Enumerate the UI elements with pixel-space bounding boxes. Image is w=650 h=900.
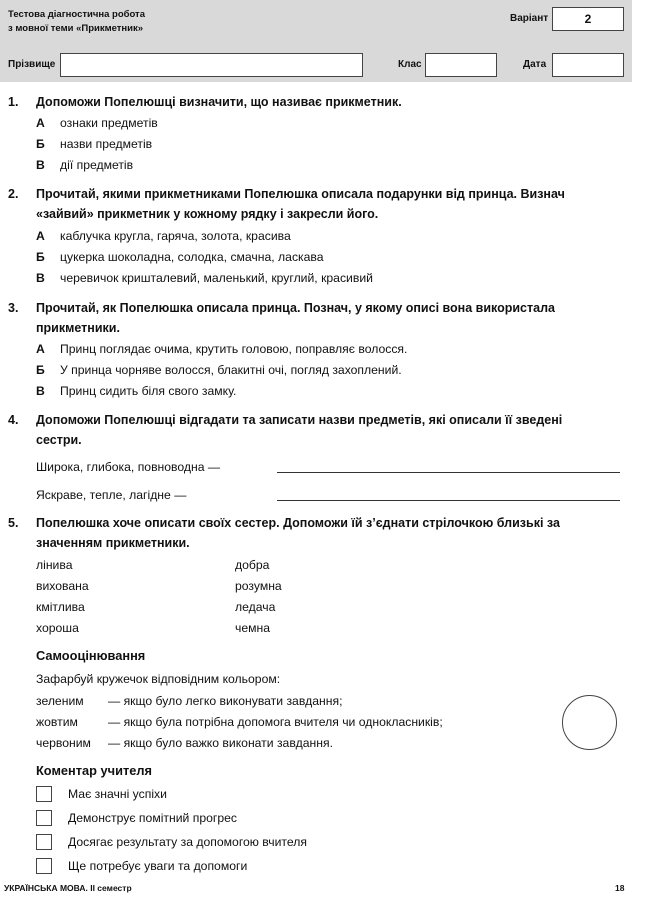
teacher-checkbox-2[interactable] [36,810,52,826]
q5-left-word-1[interactable]: лінива [36,558,73,572]
surname-field[interactable] [60,53,363,77]
q3-option-c[interactable]: В Принц сидить біля свого замку. [36,384,237,398]
question-text-line-1: Допоможи Попелюшці відгадати та записати назви предметів, які описали її зведені [36,413,563,427]
teacher-checkbox-1[interactable] [36,786,52,802]
question-text-line-2: «зайвий» прикметник у кожному рядку і закресли його. [36,207,379,221]
self-row-red: червоним — якщо було важко виконати завдання. [36,736,333,750]
question-4 [8,410,630,450]
question-text-line-1: Прочитай, якими прикметниками Попелюшка описала подарунки від принца. Визнач [36,187,565,201]
question-5 [8,513,630,553]
q1-option-b[interactable]: Б назви предметів [36,137,153,151]
q5-right-word-1[interactable]: добра [235,558,270,572]
teacher-checkbox-4[interactable] [36,858,52,874]
self-row-green: зеленим — якщо було легко виконувати завдання; [36,694,343,708]
question-number: 1. [8,95,19,109]
q1-option-c[interactable]: В дії предметів [36,158,134,172]
q4-answer-line-2[interactable] [277,500,620,501]
q3-option-a[interactable]: А Принц поглядає очима, крутить головою, поправляє волосся. [36,342,408,356]
self-assessment-title: Самооцінювання [36,648,146,663]
question-number: 5. [8,516,19,530]
question-text-line-2: сестри. [36,433,82,447]
class-field[interactable] [425,53,497,77]
question-number: 4. [8,413,19,427]
teacher-option-2: Демонструє помітний прогрес [68,811,237,825]
question-text: Допоможи Попелюшці визначити, що називає прикметник. [36,95,402,109]
question-text-line-1: Попелюшка хоче описати своїх сестер. Допоможи їй з’єднати стрілочкою близькі за [36,516,560,530]
q1-option-a[interactable]: А ознаки предметів [36,116,158,130]
teacher-comment-title: Коментар учителя [36,763,152,778]
worksheet-title [8,8,145,36]
q4-item-1: Широка, глибока, повноводна — [36,460,221,474]
self-assessment-circle[interactable] [562,695,617,750]
footer-subject: УКРАЇНСЬКА МОВА. ІІ семестр [4,883,132,893]
question-text-line-1: Прочитай, як Попелюшка описала принца. Познач, у якому описі вона використала [36,301,555,315]
date-label: Дата [523,59,547,70]
q2-option-b[interactable]: Б цукерка шоколадна, солодка, смачна, ласкава [36,250,324,264]
surname-label: Прізвище [8,59,56,70]
variant-label: Варіант [510,13,549,24]
q5-right-word-2[interactable]: розумна [235,579,282,593]
question-text-line-2: прикметники. [36,321,120,335]
title-line-1: Тестова діагностична робота [8,9,145,20]
teacher-option-4: Ще потребує уваги та допомоги [68,859,248,873]
q2-option-a[interactable]: А каблучка кругла, гаряча, золота, красива [36,229,291,243]
question-2 [8,184,630,224]
q5-left-word-4[interactable]: хороша [36,621,79,635]
question-text-line-2: значенням прикметники. [36,536,190,550]
variant-field[interactable]: 2 [552,7,624,31]
date-field[interactable] [552,53,624,77]
q5-left-word-3[interactable]: кмітлива [36,600,85,614]
title-line-2: з мовної теми «Прикметник» [8,23,144,34]
question-1 [8,92,630,112]
question-3 [8,298,630,338]
q5-left-word-2[interactable]: вихована [36,579,89,593]
self-assessment-intro: Зафарбуй кружечок відповідним кольором: [36,672,281,686]
teacher-option-3: Досягає результату за допомогою вчителя [68,835,307,849]
q2-option-c[interactable]: В черевичок кришталевий, маленький, круглий, красивий [36,271,373,285]
worksheet-header [0,0,632,82]
q4-answer-line-1[interactable] [277,472,620,473]
question-number: 2. [8,187,19,201]
self-row-yellow: жовтим — якщо була потрібна допомога вчителя чи однокласників; [36,715,443,729]
teacher-checkbox-3[interactable] [36,834,52,850]
page-number: 18 [615,883,625,893]
teacher-option-1: Має значні успіхи [68,787,167,801]
question-number: 3. [8,301,19,315]
q5-right-word-4[interactable]: чемна [235,621,271,635]
q3-option-b[interactable]: Б У принца чорняве волосся, блакитні очі, погляд захоплений. [36,363,402,377]
q4-item-2: Яскраве, тепле, лагідне — [36,488,187,502]
q5-right-word-3[interactable]: ледача [235,600,276,614]
class-label: Клас [398,59,422,70]
